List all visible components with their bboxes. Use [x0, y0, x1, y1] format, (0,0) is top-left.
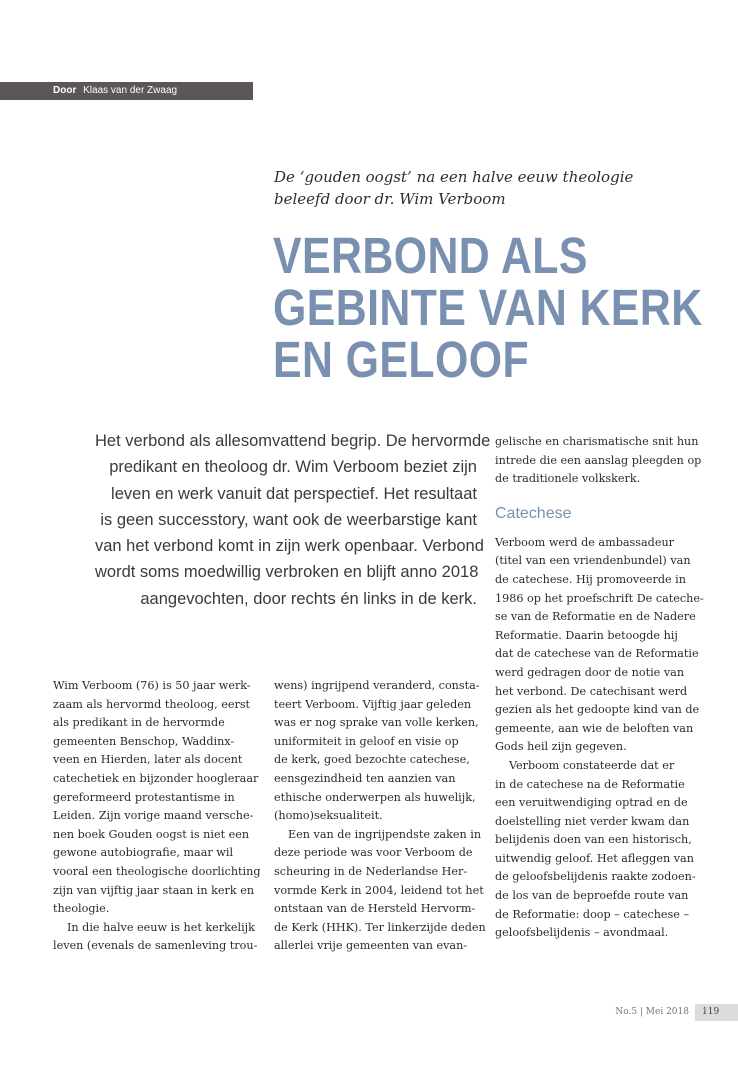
- body-line: eensgezindheid ten aanzien van: [274, 771, 456, 785]
- byline-author: Klaas van der Zwaag: [83, 85, 178, 96]
- body-column-3: [495, 433, 704, 943]
- body-line: gezien als het gedoopte kind van de: [495, 703, 700, 717]
- body-line: de Reformatie: doop – catechese –: [495, 907, 690, 921]
- body-line: zaam als hervormd theoloog, eerst: [53, 697, 251, 711]
- body-line: de los van de beproefde route van: [495, 889, 689, 903]
- intro-line: is geen successtory, want ook de weerbarstige kant: [100, 510, 477, 529]
- body-line: zijn van vijftig jaar staan in kerk en: [53, 883, 255, 897]
- body-line: de kerk, goed bezochte catechese,: [274, 753, 470, 767]
- body-line: In die halve eeuw is het kerkelijk: [67, 920, 255, 934]
- body-line: gemeente, aan wie de beloften van: [495, 721, 694, 735]
- body-line: gelische en charismatische snit hun: [495, 435, 699, 448]
- headline-line: EN GELOOF: [273, 331, 530, 388]
- body-line: was er nog sprake van volle kerken,: [274, 716, 479, 730]
- body-line: catechetiek en bijzonder hoogleraar: [53, 771, 259, 785]
- article-intro: [95, 428, 491, 612]
- intro-line: aangevochten, door rechts én links in de kerk.: [140, 589, 477, 608]
- headline-line: VERBOND ALS: [273, 227, 588, 284]
- page-number: 119: [695, 1004, 738, 1021]
- body-line: de geloofsbelijdenis raakte zodoen-: [495, 870, 696, 884]
- body-line: Verboom constateerde dat er: [509, 758, 675, 772]
- body-line: intrede die een aanslag pleegden op: [495, 453, 702, 467]
- body-line: Leiden. Zijn vorige maand versche-: [53, 809, 254, 823]
- intro-line: leven en werk vanuit dat perspectief. Het resultaat: [111, 484, 477, 503]
- body-line: veen en Hierden, later als docent: [53, 753, 243, 767]
- body-line: Verboom werd de ambassadeur: [495, 535, 675, 549]
- body-line: Een van de ingrijpendste zaken in: [288, 827, 482, 841]
- article-subtitle: [274, 166, 714, 210]
- body-line: vormde Kerk in 2004, leidend tot het: [274, 883, 484, 897]
- body-line: Wim Verboom (76) is 50 jaar werk-: [53, 679, 251, 692]
- subtitle-line: De ‘gouden oogst’ na een halve eeuw theologie: [274, 168, 634, 186]
- body-line: de catechese. Hij promoveerde in: [495, 572, 686, 586]
- intro-line: predikant en theoloog dr. Wim Verboom beziet zijn: [109, 458, 477, 477]
- subtitle-line: beleefd door dr. Wim Verboom: [274, 190, 506, 208]
- byline-bar: [0, 82, 253, 100]
- body-line: uniformiteit in geloof en visie op: [274, 734, 459, 748]
- body-line: in de catechese na de Reformatie: [495, 777, 685, 791]
- body-line: (homo)seksualiteit.: [274, 809, 383, 823]
- page-footer: [615, 1004, 738, 1021]
- body-column-2: [274, 677, 486, 956]
- body-line: werd gedragen door de notie van: [495, 665, 685, 679]
- body-line: Gods heil zijn gegeven.: [495, 740, 627, 754]
- body-line: teert Verboom. Vijftig jaar geleden: [274, 697, 472, 711]
- intro-line: van het verbond komt in zijn werk openbaar. Verbond: [95, 537, 484, 556]
- issue-info: No.5 | Mei 2018: [615, 1007, 689, 1017]
- body-line: scheuring in de Nederlandse Her-: [274, 864, 468, 878]
- body-line: een veruitwendiging optrad en de: [495, 796, 688, 810]
- byline-label: Door: [53, 85, 77, 96]
- body-line: doelstelling niet verder kwam dan: [495, 814, 690, 828]
- headline-line: GEBINTE VAN KERK: [273, 279, 703, 336]
- body-line: gewone autobiografie, maar wil: [53, 846, 234, 860]
- body-line: ontstaan van de Hersteld Hervorm-: [274, 902, 476, 916]
- body-line: ethische onderwerpen als huwelijk,: [274, 790, 476, 804]
- body-line: nen boek Gouden oogst is niet een: [53, 827, 250, 841]
- body-line: vooral een theologische doorlichting: [53, 864, 261, 878]
- intro-line: wordt soms moedwillig verbroken en blijft anno 2018: [95, 563, 479, 582]
- body-line: het verbond. De catechisant werd: [495, 684, 688, 698]
- body-line: de traditionele volkskerk.: [495, 472, 641, 486]
- body-line: 1986 op het proefschrift De cateche-: [495, 591, 704, 605]
- body-line: Reformatie. Daarin betoogde hij: [495, 628, 678, 642]
- body-column-1: [53, 677, 261, 956]
- body-line: wens) ingrijpend veranderd, consta-: [274, 679, 480, 692]
- body-line: (titel van een vriendenbundel) van: [495, 554, 691, 568]
- intro-line: Het verbond als allesomvattend begrip. De hervormde: [95, 432, 491, 450]
- section-heading: Catechese: [495, 504, 572, 522]
- body-line: allerlei vrije gemeenten van evan-: [274, 939, 468, 953]
- body-line: als predikant in de hervormde: [53, 716, 225, 730]
- body-line: uitwendig geloof. Het afleggen van: [495, 851, 694, 865]
- body-line: gereformeerd protestantisme in: [53, 790, 235, 804]
- body-line: de Kerk (HHK). Ter linkerzijde deden: [274, 920, 486, 934]
- body-line: theologie.: [53, 902, 110, 916]
- body-line: gemeenten Benschop, Waddinx-: [53, 734, 235, 748]
- body-line: deze periode was voor Verboom de: [274, 846, 473, 860]
- body-line: se van de Reformatie en de Nadere: [495, 610, 696, 624]
- body-line: geloofsbelijdenis – avondmaal.: [495, 926, 669, 940]
- article-headline: [273, 227, 703, 388]
- body-line: belijdenis doen van een historisch,: [495, 833, 692, 847]
- body-line: dat de catechese van de Reformatie: [495, 647, 699, 661]
- body-line: leven (evenals de samenleving trou-: [53, 939, 258, 953]
